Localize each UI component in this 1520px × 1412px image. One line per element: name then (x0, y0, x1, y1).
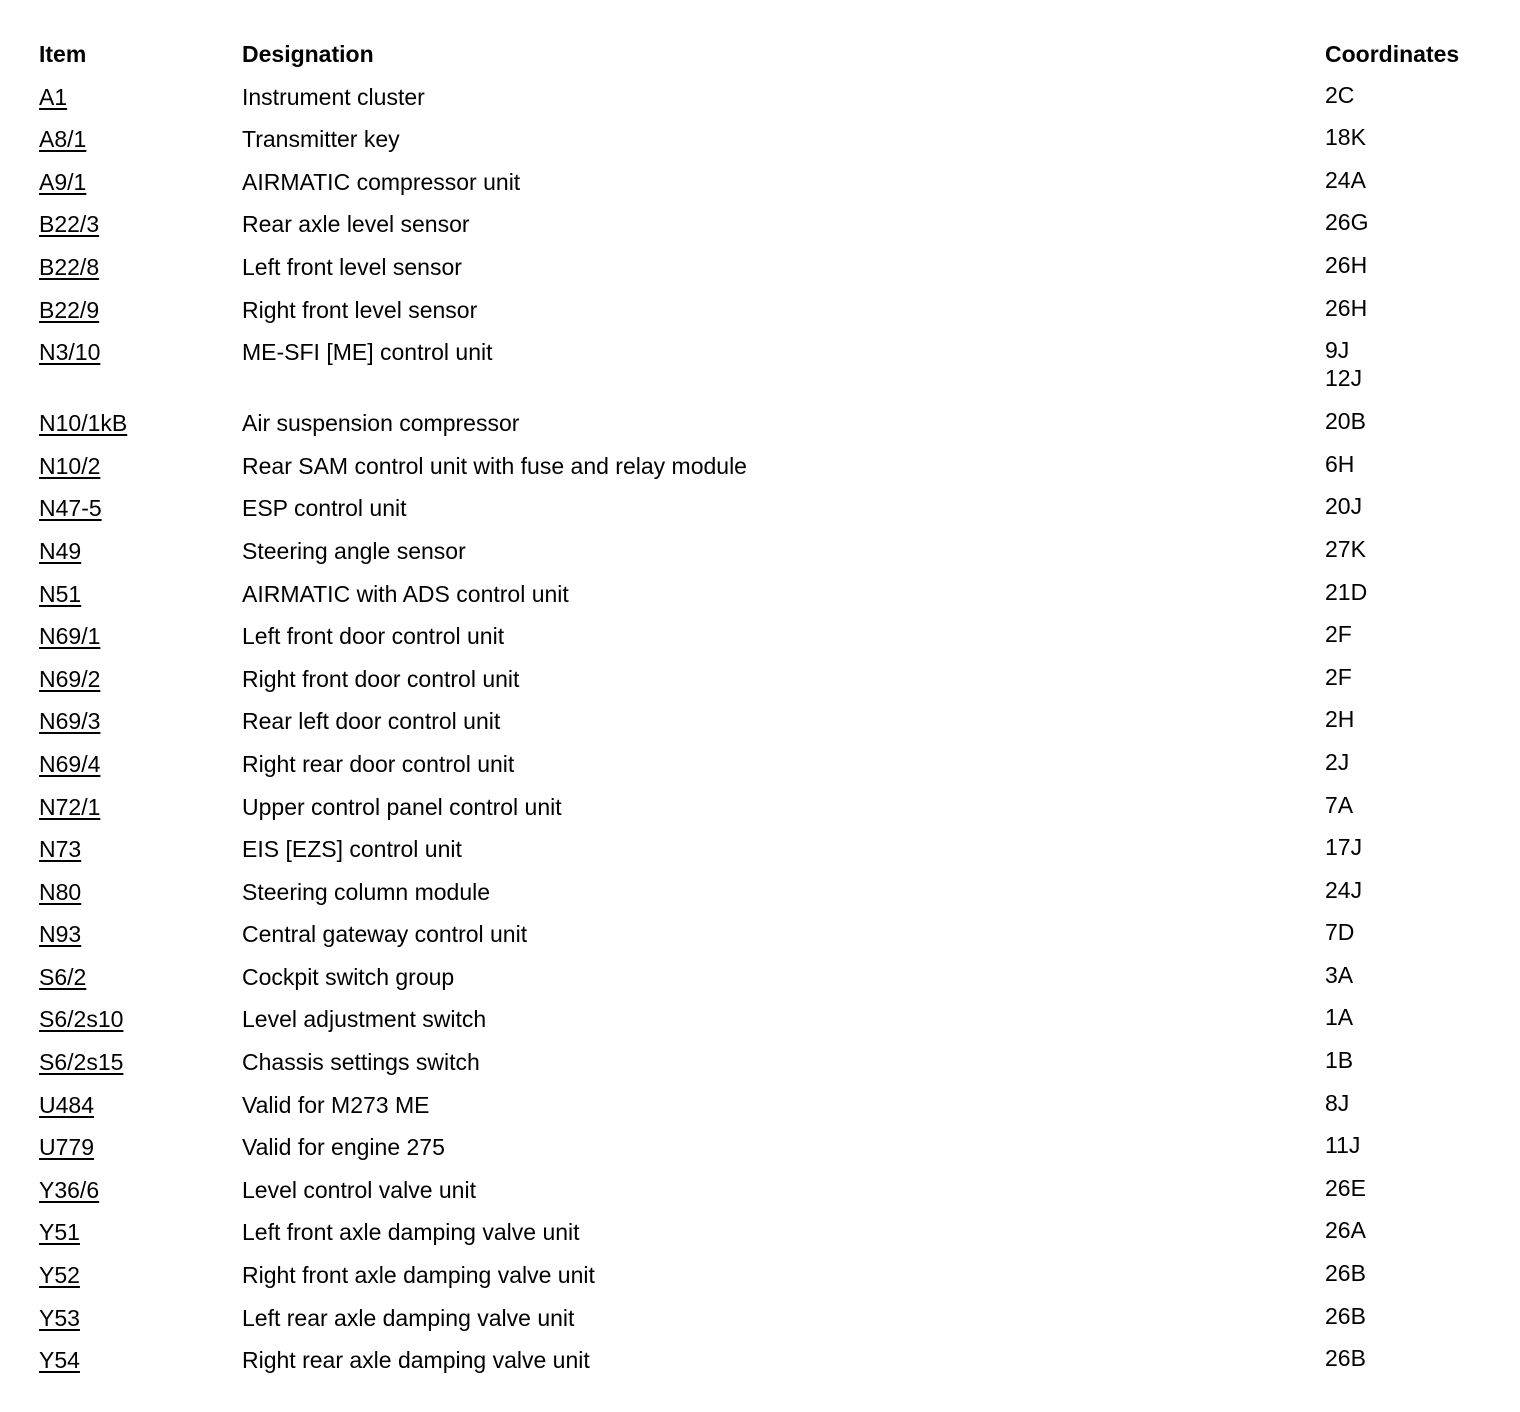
coordinates-cell (1325, 407, 1366, 435)
item-link[interactable]: N69/2 (39, 665, 101, 692)
item-link[interactable]: Y54 (39, 1347, 80, 1374)
table-row (39, 535, 1489, 578)
designation-text: ESP control unit (242, 495, 407, 522)
coordinate-value: 20J (1325, 493, 1363, 520)
coordinate-value: 1B (1325, 1047, 1354, 1074)
coordinates-cell (1325, 1089, 1349, 1117)
header-designation: Designation (242, 41, 374, 67)
designation-text: AIRMATIC compressor unit (242, 168, 521, 195)
item-link[interactable]: N80 (39, 878, 82, 905)
coordinates-cell (1325, 748, 1349, 776)
coordinate-value: 9J (1325, 337, 1350, 364)
coordinate-value: 26H (1325, 251, 1368, 278)
item-link[interactable]: N69/1 (39, 623, 101, 650)
coordinate-value: 7A (1325, 791, 1354, 818)
coordinates-cell (1325, 450, 1354, 478)
table-row (39, 407, 1489, 450)
coordinates-cell (1325, 1174, 1366, 1202)
designation-text: Transmitter key (242, 126, 400, 153)
designation-text: EIS [EZS] control unit (242, 836, 462, 863)
coordinate-value: 26G (1325, 209, 1369, 236)
table-row (39, 294, 1489, 337)
table-row (39, 1003, 1489, 1046)
table-row (39, 791, 1489, 834)
designation-text: ME-SFI [ME] control unit (242, 339, 493, 366)
item-link[interactable]: S6/2s15 (39, 1049, 124, 1076)
coordinates-cell (1325, 833, 1362, 861)
item-link[interactable]: B22/3 (39, 211, 100, 238)
coordinate-value: 3A (1325, 961, 1354, 988)
coordinate-value: 2H (1325, 706, 1355, 733)
table-row (39, 663, 1489, 706)
coordinates-cell (1325, 336, 1362, 392)
coordinates-cell (1325, 1216, 1366, 1244)
designation-text: Steering angle sensor (242, 537, 466, 564)
item-link[interactable]: N72/1 (39, 793, 101, 820)
item-link[interactable]: N10/1kB (39, 410, 128, 437)
coordinates-cell (1325, 918, 1354, 946)
coordinates-cell (1325, 1259, 1366, 1287)
item-link[interactable]: B22/8 (39, 253, 100, 280)
table-row (39, 1089, 1489, 1132)
coordinates-cell (1325, 1131, 1360, 1159)
designation-text: Valid for engine 275 (242, 1134, 445, 1161)
table-row (39, 620, 1489, 663)
item-link[interactable]: Y36/6 (39, 1176, 100, 1203)
designation-text: Right rear axle damping valve unit (242, 1347, 590, 1374)
coordinate-value: 26B (1325, 1302, 1366, 1329)
designation-text: Rear SAM control unit with fuse and relay module (242, 452, 747, 479)
designation-text: Left front level sensor (242, 253, 462, 280)
component-legend-table (39, 38, 1489, 1387)
table-row (39, 876, 1489, 919)
item-link[interactable]: N3/10 (39, 339, 101, 366)
item-link[interactable]: A8/1 (39, 126, 87, 153)
designation-text: Air suspension compressor (242, 410, 520, 437)
designation-text: Cockpit switch group (242, 963, 455, 990)
designation-text: Chassis settings switch (242, 1049, 480, 1076)
designation-text: Rear left door control unit (242, 708, 501, 735)
designation-text: Right front axle damping valve unit (242, 1262, 595, 1289)
coordinate-value: 20B (1325, 408, 1366, 435)
designation-text: Level control valve unit (242, 1176, 476, 1203)
coordinates-cell (1325, 1046, 1353, 1074)
designation-text: Right rear door control unit (242, 750, 515, 777)
designation-text: Left front door control unit (242, 623, 505, 650)
coordinates-cell (1325, 620, 1352, 648)
coordinate-value: 26B (1325, 1260, 1366, 1287)
designation-text: Steering column module (242, 878, 491, 905)
table-row (39, 1216, 1489, 1259)
coordinates-cell (1325, 876, 1362, 904)
coordinates-cell (1325, 251, 1367, 279)
item-link[interactable]: U779 (39, 1134, 94, 1161)
coordinates-cell (1325, 1302, 1366, 1330)
item-link[interactable]: B22/9 (39, 296, 100, 323)
coordinate-value: 17J (1325, 834, 1363, 861)
item-link[interactable]: U484 (39, 1091, 94, 1118)
item-link[interactable]: N51 (39, 580, 82, 607)
item-link[interactable]: N69/4 (39, 750, 101, 777)
coordinate-value: 26H (1325, 294, 1368, 321)
designation-text: Level adjustment switch (242, 1006, 487, 1033)
coordinate-value: 27K (1325, 535, 1366, 562)
item-link[interactable]: N49 (39, 537, 82, 564)
table-row (39, 1174, 1489, 1217)
table-row (39, 492, 1489, 535)
coordinates-cell (1325, 791, 1353, 819)
designation-text: Left front axle damping valve unit (242, 1219, 580, 1246)
table-row (39, 123, 1489, 166)
coordinate-value: 6H (1325, 450, 1355, 477)
item-link[interactable]: Y51 (39, 1219, 80, 1246)
coordinate-value: 26A (1325, 1217, 1366, 1244)
coordinate-value: 24J (1325, 876, 1363, 903)
item-link[interactable]: N69/3 (39, 708, 101, 735)
designation-text: Rear axle level sensor (242, 211, 470, 238)
coordinates-cell (1325, 1003, 1353, 1031)
header-item: Item (39, 41, 87, 67)
coordinate-value: 2F (1325, 663, 1352, 690)
table-body (39, 81, 1489, 1387)
item-link[interactable]: Y53 (39, 1304, 80, 1331)
item-link[interactable]: N93 (39, 921, 82, 948)
coordinate-value: 18K (1325, 124, 1366, 151)
coordinate-value: 24A (1325, 166, 1366, 193)
coordinates-cell (1325, 208, 1368, 236)
coordinate-value: 1A (1325, 1004, 1354, 1031)
coordinates-cell (1325, 663, 1352, 691)
table-row (39, 1046, 1489, 1089)
table-row (39, 1259, 1489, 1302)
header-coordinates: Coordinates (1325, 41, 1460, 67)
table-row (39, 166, 1489, 209)
item-link[interactable]: Y52 (39, 1262, 80, 1289)
coordinate-value: 26E (1325, 1174, 1366, 1201)
designation-text: AIRMATIC with ADS control unit (242, 580, 569, 607)
item-link[interactable]: N47-5 (39, 495, 102, 522)
designation-text: Left rear axle damping valve unit (242, 1304, 575, 1331)
coordinate-value: 7D (1325, 919, 1355, 946)
coordinates-cell (1325, 166, 1366, 194)
coordinates-cell (1325, 961, 1353, 989)
item-link[interactable]: A9/1 (39, 168, 87, 195)
coordinates-cell (1325, 535, 1366, 563)
coordinates-cell (1325, 81, 1354, 109)
table-row (39, 918, 1489, 961)
coordinate-value: 2C (1325, 81, 1355, 108)
table-row (39, 208, 1489, 251)
table-header (39, 38, 1489, 81)
coordinate-value: 12J (1325, 365, 1363, 392)
table-row (39, 833, 1489, 876)
coordinate-value: 21D (1325, 578, 1368, 605)
table-row (39, 450, 1489, 493)
coordinate-value: 2J (1325, 748, 1350, 775)
table-row (39, 336, 1489, 407)
table-row (39, 961, 1489, 1004)
coordinate-value: 26B (1325, 1345, 1366, 1372)
table-row (39, 1302, 1489, 1345)
item-link[interactable]: S6/2 (39, 963, 87, 990)
coordinates-cell (1325, 492, 1362, 520)
item-link[interactable]: N73 (39, 836, 82, 863)
coordinates-cell (1325, 123, 1366, 151)
designation-text: Instrument cluster (242, 83, 425, 110)
item-link[interactable]: N10/2 (39, 452, 101, 479)
table-row (39, 1344, 1489, 1387)
coordinate-value: 2F (1325, 621, 1352, 648)
table-row (39, 748, 1489, 791)
coordinates-cell (1325, 705, 1354, 733)
designation-text: Upper control panel control unit (242, 793, 562, 820)
designation-text: Right front door control unit (242, 665, 520, 692)
coordinates-cell (1325, 1344, 1366, 1372)
item-link[interactable]: A1 (39, 83, 68, 110)
designation-text: Valid for M273 ME (242, 1091, 430, 1118)
table-row (39, 251, 1489, 294)
table-row (39, 578, 1489, 621)
coordinates-cell (1325, 294, 1367, 322)
coordinate-value: 8J (1325, 1089, 1350, 1116)
coordinates-cell (1325, 578, 1367, 606)
table-row (39, 1131, 1489, 1174)
table-row (39, 81, 1489, 124)
item-link[interactable]: S6/2s10 (39, 1006, 124, 1033)
designation-text: Central gateway control unit (242, 921, 528, 948)
designation-text: Right front level sensor (242, 296, 478, 323)
table-row (39, 705, 1489, 748)
coordinate-value: 11J (1325, 1132, 1361, 1159)
